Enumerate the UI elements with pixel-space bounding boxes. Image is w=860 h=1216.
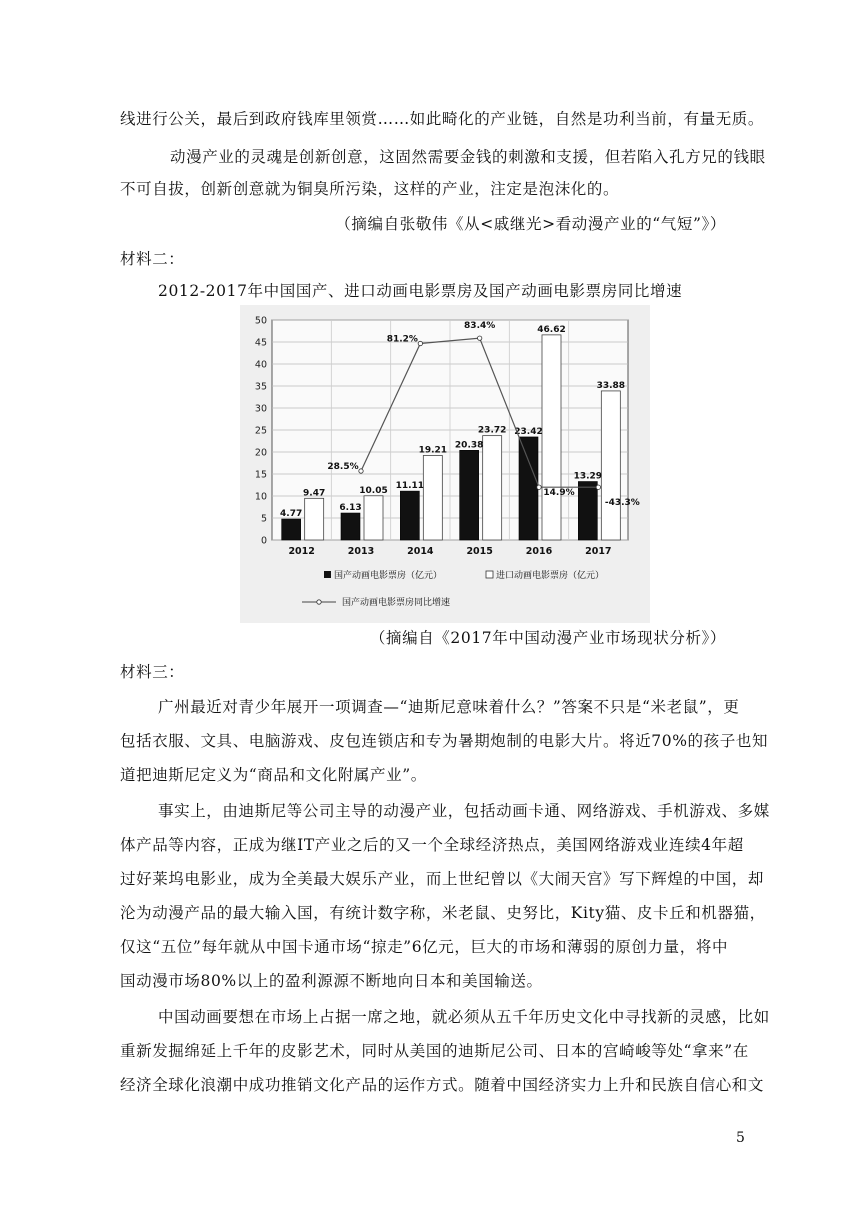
bar-imported — [483, 436, 502, 540]
y-tick-label: 40 — [254, 359, 267, 371]
data-label-imported: 19.21 — [418, 445, 448, 456]
x-tick-label: 2012 — [288, 546, 315, 557]
source-citation: （摘编自张敬伟《从<戚继光>看动漫产业的“气短”》） — [335, 215, 726, 233]
legend-swatch-imported — [486, 571, 493, 578]
y-tick-label: 45 — [254, 337, 267, 349]
body-text-line: 体产品等内容，正成为继IT产业之后的又一个全球经济热点，美国网络游戏业连续4年超 — [120, 836, 744, 854]
data-label-domestic: 20.38 — [454, 440, 484, 451]
body-text-line: 事实上，由迪斯尼等公司主导的动漫产业，包括动画卡通、网络游戏、手机游戏、多媒 — [158, 802, 770, 820]
data-label-domestic: 4.77 — [280, 509, 303, 520]
body-text-line: 广州最近对青少年展开一项调查—“迪斯尼意味着什么？”答案不只是“米老鼠”，更 — [158, 698, 740, 716]
page-number: 5 — [736, 1130, 745, 1146]
data-label-imported: 9.47 — [303, 488, 326, 499]
bar-domestic — [460, 450, 479, 540]
body-text-line: 动漫产业的灵魂是创新创意，这固然需要金钱的刺激和支援，但若陷入孔方兄的钱眼 — [170, 148, 766, 166]
x-tick-label: 2013 — [347, 546, 375, 557]
body-text-line: 包括衣服、文具、电脑游戏、皮包连锁店和专为暑期炮制的电影大片。将近70%的孩子也知 — [120, 732, 769, 750]
x-tick-label: 2016 — [525, 546, 553, 557]
bar-imported — [364, 496, 383, 540]
body-text-line: 不可自拔，创新创意就为铜臭所污染，这样的产业，注定是泡沫化的。 — [120, 180, 620, 198]
body-text-line: 过好莱坞电影业，成为全美最大娱乐产业，而上世纪曾以《大闹天宫》写下辉煌的中国，却 — [120, 870, 765, 888]
bar-imported — [423, 455, 442, 540]
section-heading: 材料二： — [120, 250, 185, 268]
bar-imported — [305, 498, 324, 540]
body-text-line: 中国动画要想在市场上占据一席之地，就必须从五千年历史文化中寻找新的灵感，比如 — [158, 1008, 770, 1026]
body-text-line: 仅这“五位”每年就从中国卡通市场“掠走”6亿元，巨大的市场和薄弱的原创力量，将中 — [120, 938, 729, 956]
growth-label: 83.4% — [464, 321, 496, 332]
section-heading: 材料三： — [120, 663, 185, 681]
y-tick-label: 35 — [254, 381, 267, 393]
y-tick-label: 25 — [254, 425, 267, 437]
y-tick-label: 0 — [260, 535, 267, 547]
bar-domestic — [341, 513, 360, 540]
legend-marker-growth — [317, 600, 321, 604]
y-tick-label: 15 — [254, 469, 267, 481]
chart-title: 2012-2017年中国国产、进口动画电影票房及国产动画电影票房同比增速 — [158, 282, 683, 300]
legend-label-growth: 国产动画电影票房同比增速 — [342, 598, 451, 608]
body-text-line: 重新发掘绵延上千年的皮影艺术，同时从美国的迪斯尼公司、日本的宫崎峻等处“拿来”在 — [120, 1042, 749, 1060]
y-tick-label: 30 — [254, 403, 267, 415]
legend-label-imported: 进口动画电影票房（亿元） — [496, 571, 605, 581]
y-tick-label: 20 — [254, 447, 267, 459]
y-tick-label: 50 — [254, 315, 267, 327]
growth-label: 28.5% — [327, 462, 359, 473]
data-label-imported: 10.05 — [359, 485, 388, 496]
bar-imported — [542, 335, 561, 540]
growth-label: 81.2% — [386, 334, 418, 345]
data-label-imported: 23.72 — [477, 425, 507, 436]
bar-domestic — [282, 519, 301, 540]
growth-point — [477, 336, 481, 340]
body-text-line: 国动漫市场80%以上的盈利源源不断地向日本和美国输送。 — [120, 972, 543, 990]
data-label-domestic: 11.11 — [395, 481, 425, 492]
x-tick-label: 2017 — [585, 546, 612, 557]
growth-point — [418, 341, 422, 345]
data-label-imported: 33.88 — [596, 380, 626, 391]
x-tick-label: 2014 — [407, 546, 434, 557]
bar-domestic — [519, 437, 538, 540]
body-text-line: 道把迪斯尼定义为“商品和文化附属产业”。 — [120, 766, 427, 784]
body-text-line: 经济全球化浪潮中成功推销文化产品的运作方式。随着中国经济实力上升和民族自信心和文 — [120, 1076, 765, 1094]
growth-label: -43.3% — [604, 498, 640, 509]
data-label-domestic: 23.42 — [514, 426, 543, 437]
data-label-domestic: 6.13 — [339, 503, 362, 514]
y-tick-label: 5 — [260, 513, 267, 525]
legend-label-domestic: 国产动画电影票房（亿元） — [334, 571, 443, 581]
body-text-line: 沦为动漫产品的最大输入国，有统计数字称，米老鼠、史努比，Kity猫、皮卡丘和机器猫， — [120, 904, 766, 922]
bar-domestic — [400, 491, 419, 540]
legend-swatch-domestic — [324, 571, 331, 578]
bar-domestic — [578, 482, 597, 540]
box-office-chart — [240, 305, 650, 623]
bar-imported — [601, 391, 620, 540]
x-tick-label: 2015 — [466, 546, 493, 557]
growth-point — [537, 485, 541, 489]
growth-point — [596, 485, 600, 489]
source-citation: （摘编自《2017年中国动漫产业市场现状分析》） — [369, 629, 726, 647]
data-label-domestic: 13.29 — [573, 471, 603, 482]
growth-point — [359, 469, 363, 473]
y-tick-label: 10 — [254, 491, 267, 503]
data-label-imported: 46.62 — [537, 324, 566, 335]
growth-label: 14.9% — [543, 488, 575, 499]
body-text-line: 线进行公关，最后到政府钱库里领赏……如此畸化的产业链，自然是功利当前，有量无质。 — [120, 110, 765, 128]
